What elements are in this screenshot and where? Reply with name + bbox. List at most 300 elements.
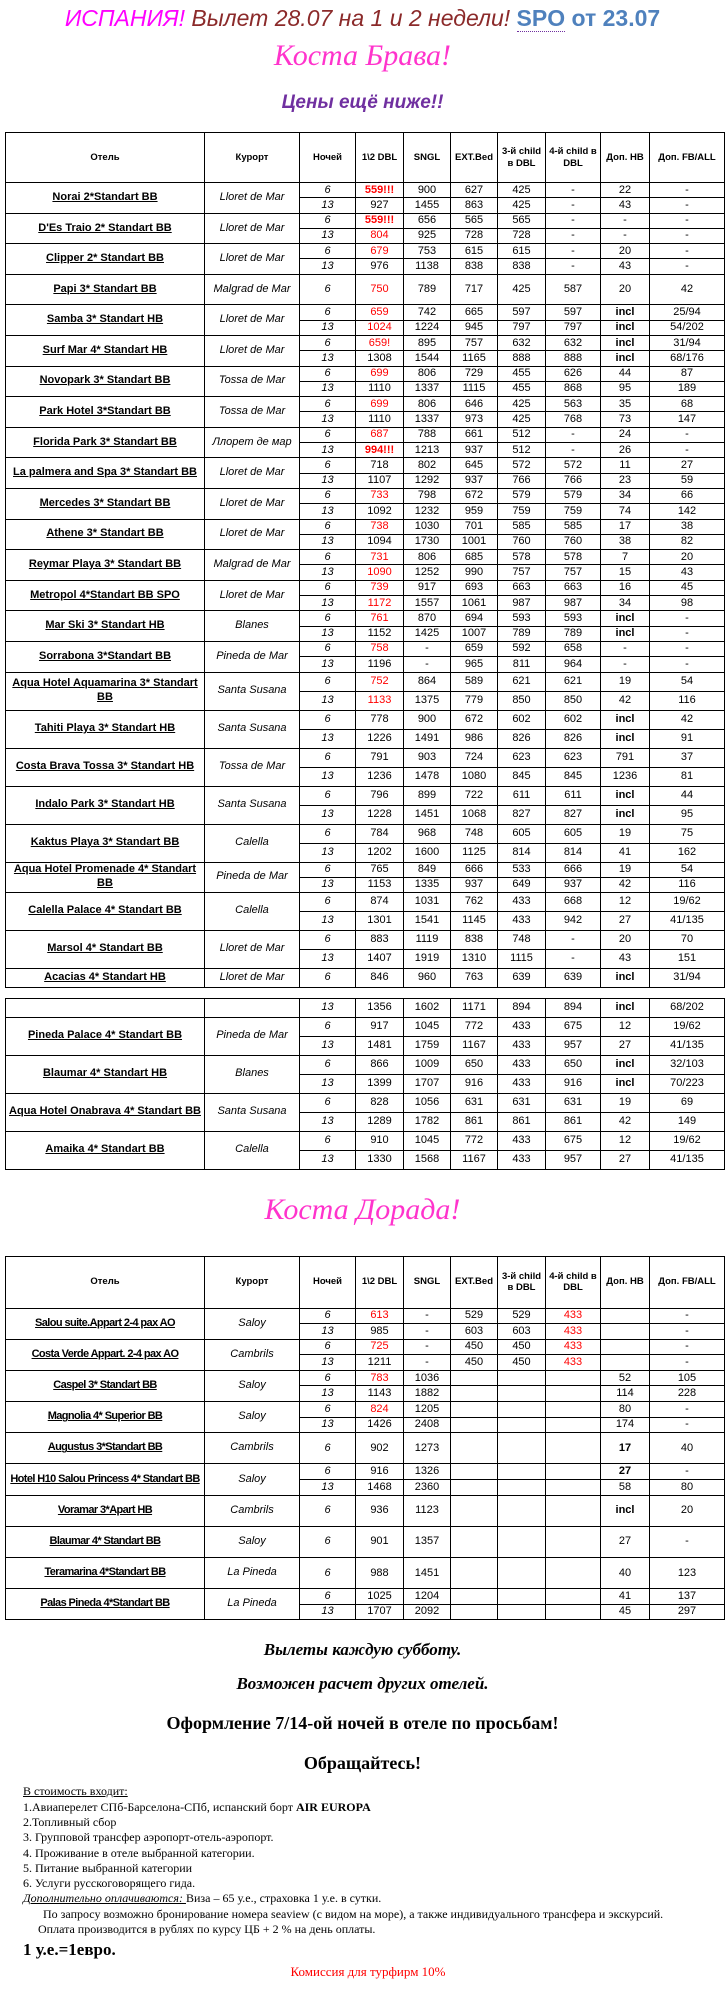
price-add-fb-all: 66 xyxy=(650,488,725,503)
nights: 13 xyxy=(300,911,356,930)
nights: 6 xyxy=(300,1433,356,1464)
price-dbl-half: 783 xyxy=(356,1370,404,1386)
price-sngl: 1056 xyxy=(404,1093,451,1112)
price-dbl-half: 828 xyxy=(356,1093,404,1112)
price-ext-bed xyxy=(451,1402,498,1418)
resort-name: Tossa de Mar xyxy=(205,397,300,428)
price-add-fb-all: 68 xyxy=(650,397,725,412)
price-sngl: 806 xyxy=(404,550,451,565)
price-sngl: 1491 xyxy=(404,729,451,748)
hotel-name: Mercedes 3* Standart BB xyxy=(6,488,205,519)
contact-note: Обращайтесь! xyxy=(303,1753,422,1774)
price-ext-bed xyxy=(451,1386,498,1402)
price-add-hb: 74 xyxy=(601,504,650,519)
nights: 13 xyxy=(300,198,356,213)
price-child3: 433 xyxy=(498,1055,546,1074)
price-add-fb-all: 297 xyxy=(650,1604,725,1620)
column-header: Отель xyxy=(6,133,205,183)
price-dbl-half: 738 xyxy=(356,519,404,534)
resort-name: Malgrad de Mar xyxy=(205,274,300,305)
price-ext-bed xyxy=(451,1589,498,1605)
hotel-name: Novopark 3* Standart BB xyxy=(6,366,205,397)
price-add-fb-all: 147 xyxy=(650,412,725,427)
price-ext-bed: 693 xyxy=(451,580,498,595)
nights: 6 xyxy=(300,892,356,911)
price-ext-bed xyxy=(451,1526,498,1557)
price-child4: 675 xyxy=(546,1017,601,1036)
nights: 6 xyxy=(300,550,356,565)
price-add-fb-all: - xyxy=(650,1526,725,1557)
price-dbl-half: 758 xyxy=(356,641,404,656)
price-dbl-half: 1356 xyxy=(356,998,404,1017)
price-child3: 603 xyxy=(498,1324,546,1340)
price-sngl: 802 xyxy=(404,458,451,473)
price-child4: 605 xyxy=(546,824,601,843)
hotel-name: Blaumar 4* Standart HB xyxy=(6,1055,205,1093)
price-child3: 748 xyxy=(498,930,546,949)
price-child3: 572 xyxy=(498,458,546,473)
table-row xyxy=(6,672,725,691)
price-child4: 675 xyxy=(546,1131,601,1150)
price-child3: 766 xyxy=(498,473,546,488)
price-add-hb: - xyxy=(601,641,650,656)
resort-name: Saloy xyxy=(205,1402,300,1433)
price-child4: 888 xyxy=(546,351,601,366)
price-sngl: 1292 xyxy=(404,473,451,488)
price-add-hb: 15 xyxy=(601,565,650,580)
price-ext-bed: 1068 xyxy=(451,805,498,824)
price-add-hb: 20 xyxy=(601,244,650,259)
hotel-name: Costa Brava Tossa 3* Standart HB xyxy=(6,748,205,786)
hotel-name: Indalo Park 3* Standart HB xyxy=(6,786,205,824)
price-child3: 894 xyxy=(498,998,546,1017)
nights: 13 xyxy=(300,1324,356,1340)
price-add-hb: 27 xyxy=(601,1464,650,1480)
resort-name: Malgrad de Mar xyxy=(205,550,300,581)
price-dbl-half: 1211 xyxy=(356,1355,404,1371)
price-dbl-half: 1226 xyxy=(356,729,404,748)
hotel-name: Pineda Palace 4* Standart BB xyxy=(6,1017,205,1055)
includes-title: В стоимость входит: xyxy=(23,1784,128,1799)
price-add-hb: 7 xyxy=(601,550,650,565)
price-ext-bed: 1007 xyxy=(451,626,498,641)
price-sngl: 1232 xyxy=(404,504,451,519)
price-dbl-half: 916 xyxy=(356,1464,404,1480)
price-child4 xyxy=(546,1558,601,1589)
price-sngl: 1478 xyxy=(404,767,451,786)
price-child3: 597 xyxy=(498,305,546,320)
price-child3: 611 xyxy=(498,786,546,805)
price-ext-bed: 645 xyxy=(451,458,498,473)
price-sngl: 870 xyxy=(404,611,451,626)
price-dbl-half: 1133 xyxy=(356,691,404,710)
nights: 6 xyxy=(300,748,356,767)
nights: 13 xyxy=(300,1036,356,1055)
price-sngl: 1045 xyxy=(404,1131,451,1150)
price-child3: 826 xyxy=(498,729,546,748)
price-sngl: 895 xyxy=(404,335,451,350)
price-sngl: 849 xyxy=(404,862,451,877)
price-add-fb-all: 42 xyxy=(650,710,725,729)
price-add-fb-all: 54/202 xyxy=(650,320,725,335)
nights: 13 xyxy=(300,729,356,748)
column-header: Курорт xyxy=(205,133,300,183)
price-child4: 578 xyxy=(546,550,601,565)
price-sngl: 789 xyxy=(404,274,451,305)
price-child4: 666 xyxy=(546,862,601,877)
price-child4: 587 xyxy=(546,274,601,305)
table-row xyxy=(6,1495,725,1526)
price-ext-bed: 1171 xyxy=(451,998,498,1017)
nights: 13 xyxy=(300,626,356,641)
resort-name: Pineda de Mar xyxy=(205,1017,300,1055)
price-child3 xyxy=(498,1417,546,1433)
price-dbl-half: 731 xyxy=(356,550,404,565)
price-add-fb-all: 59 xyxy=(650,473,725,488)
table-row xyxy=(6,1526,725,1557)
hotel-name: Florida Park 3* Standart BB xyxy=(6,427,205,458)
price-ext-bed xyxy=(451,1370,498,1386)
price-ext-bed: 937 xyxy=(451,443,498,458)
price-add-fb-all: 27 xyxy=(650,458,725,473)
price-dbl-half: 883 xyxy=(356,930,404,949)
price-dbl-half: 1025 xyxy=(356,1589,404,1605)
price-child4: 663 xyxy=(546,580,601,595)
price-child4: - xyxy=(546,443,601,458)
price-child4: 668 xyxy=(546,892,601,911)
price-dbl-half: 1407 xyxy=(356,949,404,968)
price-add-hb: 27 xyxy=(601,1036,650,1055)
price-add-fb-all: 37 xyxy=(650,748,725,767)
price-dbl-half: 679 xyxy=(356,244,404,259)
hotel-name: Caspel 3* Standart BB xyxy=(6,1370,205,1401)
nights: 6 xyxy=(300,968,356,987)
price-add-hb: 12 xyxy=(601,1017,650,1036)
price-dbl-half: 778 xyxy=(356,710,404,729)
price-add-fb-all: 68/176 xyxy=(650,351,725,366)
hotel-name: Augustus 3*Standart BB xyxy=(6,1433,205,1464)
nights: 13 xyxy=(300,657,356,672)
hotel-name: Teramarina 4*Standart BB xyxy=(6,1558,205,1589)
price-sngl: 742 xyxy=(404,305,451,320)
price-add-fb-all: 116 xyxy=(650,691,725,710)
price-dbl-half: 699 xyxy=(356,397,404,412)
price-add-fb-all: 19/62 xyxy=(650,1131,725,1150)
table-row xyxy=(6,1339,725,1355)
price-child3: 631 xyxy=(498,1093,546,1112)
nights: 6 xyxy=(300,1558,356,1589)
price-child3: 845 xyxy=(498,767,546,786)
price-child4: 850 xyxy=(546,691,601,710)
price-add-fb-all: 70/223 xyxy=(650,1074,725,1093)
price-add-hb: 19 xyxy=(601,1093,650,1112)
price-child3: 602 xyxy=(498,710,546,729)
price-child3 xyxy=(498,1526,546,1557)
nights: 6 xyxy=(300,1464,356,1480)
resort-name: Santa Susana xyxy=(205,710,300,748)
nights: 6 xyxy=(300,335,356,350)
price-child4: 827 xyxy=(546,805,601,824)
nights: 6 xyxy=(300,244,356,259)
price-add-hb: 34 xyxy=(601,488,650,503)
price-add-fb-all: - xyxy=(650,657,725,672)
price-child4: - xyxy=(546,228,601,243)
price-child3: 433 xyxy=(498,892,546,911)
price-add-hb xyxy=(601,1308,650,1324)
price-child3: 433 xyxy=(498,1036,546,1055)
price-child4: 987 xyxy=(546,596,601,611)
price-dbl-half: 613 xyxy=(356,1308,404,1324)
price-ext-bed: 772 xyxy=(451,1017,498,1036)
price-add-fb-all: 32/103 xyxy=(650,1055,725,1074)
column-header: Доп. HB xyxy=(601,133,650,183)
nights: 6 xyxy=(300,1055,356,1074)
hotel-name: Acacias 4* Standart HB xyxy=(6,968,205,987)
price-child4 xyxy=(546,1495,601,1526)
spo-date: от 23.07 xyxy=(565,5,661,31)
price-child4: - xyxy=(546,213,601,228)
hotel-name: Metropol 4*Standart BB SPO xyxy=(6,580,205,611)
exchange-rate: 1 у.е.=1евро. xyxy=(23,1940,116,1960)
extra-label: Дополнительно оплачиваются: xyxy=(23,1891,186,1906)
price-child4: 658 xyxy=(546,641,601,656)
hotel-name: Reymar Playa 3* Standart BB xyxy=(6,550,205,581)
price-child3 xyxy=(498,1464,546,1480)
price-add-hb: incl xyxy=(601,305,650,320)
nights: 6 xyxy=(300,1017,356,1036)
price-add-fb-all: 82 xyxy=(650,534,725,549)
price-add-fb-all: 137 xyxy=(650,1589,725,1605)
table-row xyxy=(6,366,725,381)
price-child3: 861 xyxy=(498,1112,546,1131)
table-row xyxy=(6,1093,725,1112)
hotel-name: Aqua Hotel Promenade 4* Standart BB xyxy=(6,862,205,892)
price-add-fb-all: 43 xyxy=(650,565,725,580)
price-child3: 450 xyxy=(498,1339,546,1355)
hotel-name: Voramar 3*Apart HB xyxy=(6,1495,205,1526)
price-add-hb: incl xyxy=(601,710,650,729)
nights: 13 xyxy=(300,843,356,862)
price-ext-bed: 661 xyxy=(451,427,498,442)
price-ext-bed xyxy=(451,1464,498,1480)
price-dbl-half: 559!!! xyxy=(356,183,404,198)
price-sngl: 753 xyxy=(404,244,451,259)
price-dbl-half: 1236 xyxy=(356,767,404,786)
price-sngl: 1204 xyxy=(404,1589,451,1605)
price-ext-bed: 861 xyxy=(451,1112,498,1131)
nights: 13 xyxy=(300,691,356,710)
price-child3: 425 xyxy=(498,183,546,198)
nights: 6 xyxy=(300,641,356,656)
nights: 6 xyxy=(300,305,356,320)
price-child4: 433 xyxy=(546,1308,601,1324)
price-add-fb-all: - xyxy=(650,1324,725,1340)
price-child3 xyxy=(498,1386,546,1402)
price-add-hb: incl xyxy=(601,626,650,641)
nights: 6 xyxy=(300,930,356,949)
price-child3: 760 xyxy=(498,534,546,549)
price-child3: 592 xyxy=(498,641,546,656)
price-add-hb: - xyxy=(601,657,650,672)
resort-name: Saloy xyxy=(205,1370,300,1401)
table-row xyxy=(6,244,725,259)
price-sngl: 1337 xyxy=(404,381,451,396)
nights: 6 xyxy=(300,580,356,595)
price-add-hb: 19 xyxy=(601,862,650,877)
departure-text: Вылет 28.07 на 1 и 2 недели! xyxy=(185,5,517,31)
price-sngl: 1600 xyxy=(404,843,451,862)
price-add-hb: incl xyxy=(601,1074,650,1093)
table-row xyxy=(6,274,725,305)
resort-name: Santa Susana xyxy=(205,1093,300,1131)
hotel-name: Amaika 4* Standart BB xyxy=(6,1131,205,1169)
price-child3: 814 xyxy=(498,843,546,862)
extra-costs xyxy=(23,1891,713,1906)
price-child4: 639 xyxy=(546,968,601,987)
price-child4: 826 xyxy=(546,729,601,748)
price-ext-bed: 565 xyxy=(451,213,498,228)
price-sngl: - xyxy=(404,1339,451,1355)
table-row xyxy=(6,1589,725,1605)
price-add-fb-all: 80 xyxy=(650,1480,725,1496)
price-add-hb: incl xyxy=(601,998,650,1017)
price-child3: 529 xyxy=(498,1308,546,1324)
price-child4: 768 xyxy=(546,412,601,427)
nights: 6 xyxy=(300,397,356,412)
resort-name: Lloret de Mar xyxy=(205,335,300,366)
price-dbl-half: 1110 xyxy=(356,412,404,427)
price-add-fb-all: 228 xyxy=(650,1386,725,1402)
price-sngl: 1119 xyxy=(404,930,451,949)
price-dbl-half: 1301 xyxy=(356,911,404,930)
price-ext-bed: 1125 xyxy=(451,843,498,862)
price-sngl: 2408 xyxy=(404,1417,451,1433)
seaview-note: По запросу возможно бронирование номера seaview (с видом на море), а также индивидуального трансфера и экскурсий. xyxy=(43,1906,664,1921)
price-add-hb: - xyxy=(601,213,650,228)
price-add-fb-all: 44 xyxy=(650,786,725,805)
price-add-fb-all: 41/135 xyxy=(650,1150,725,1169)
nights: 13 xyxy=(300,412,356,427)
price-add-fb-all: 95 xyxy=(650,805,725,824)
price-dbl-half: 976 xyxy=(356,259,404,274)
price-child3: 433 xyxy=(498,1150,546,1169)
resort-name: Santa Susana xyxy=(205,786,300,824)
nights: 6 xyxy=(300,488,356,503)
price-child4 xyxy=(546,1464,601,1480)
price-add-fb-all: 54 xyxy=(650,862,725,877)
price-add-hb: 34 xyxy=(601,596,650,611)
price-child4: 433 xyxy=(546,1339,601,1355)
price-add-fb-all: 40 xyxy=(650,1433,725,1464)
price-add-hb: 44 xyxy=(601,366,650,381)
price-child3: 827 xyxy=(498,805,546,824)
price-child4 xyxy=(546,1402,601,1418)
price-dbl-half: 784 xyxy=(356,824,404,843)
column-header: SNGL xyxy=(404,1256,451,1308)
price-add-hb xyxy=(601,1324,650,1340)
price-add-fb-all: - xyxy=(650,1339,725,1355)
price-child3: 623 xyxy=(498,748,546,767)
nights: 6 xyxy=(300,1131,356,1150)
price-dbl-half: 1399 xyxy=(356,1074,404,1093)
price-add-hb: 41 xyxy=(601,1589,650,1605)
hotel-name: D'Es Traio 2* Standart BB xyxy=(6,213,205,244)
price-child3: 632 xyxy=(498,335,546,350)
resort-name: Ллорет де мар xyxy=(205,427,300,458)
resort-name: Blanes xyxy=(205,1055,300,1093)
price-add-hb: incl xyxy=(601,729,650,748)
price-child4: 894 xyxy=(546,998,601,1017)
nights: 13 xyxy=(300,351,356,366)
table-row xyxy=(6,862,725,877)
nights: 6 xyxy=(300,519,356,534)
price-child3: 615 xyxy=(498,244,546,259)
price-child4 xyxy=(546,1589,601,1605)
price-sngl: 1568 xyxy=(404,1150,451,1169)
region-title-costa-dorada: Коста Дорада! xyxy=(264,1192,461,1226)
price-dbl-half: 750 xyxy=(356,274,404,305)
price-sngl: 798 xyxy=(404,488,451,503)
price-child3 xyxy=(498,1433,546,1464)
nights: 6 xyxy=(300,611,356,626)
price-dbl-half: 1092 xyxy=(356,504,404,519)
departures-note: Вылеты каждую субботу. xyxy=(263,1640,462,1660)
price-add-hb: 19 xyxy=(601,672,650,691)
price-child4: 964 xyxy=(546,657,601,672)
price-add-fb-all: - xyxy=(650,1402,725,1418)
price-child3 xyxy=(498,1558,546,1589)
price-child4 xyxy=(546,1386,601,1402)
price-add-fb-all: - xyxy=(650,641,725,656)
price-ext-bed: 1080 xyxy=(451,767,498,786)
price-sngl: 788 xyxy=(404,427,451,442)
resort-name: Pineda de Mar xyxy=(205,862,300,892)
table-row xyxy=(6,488,725,503)
hotel-name: Papi 3* Standart BB xyxy=(6,274,205,305)
price-sngl: 1252 xyxy=(404,565,451,580)
price-child3: 512 xyxy=(498,427,546,442)
nights: 13 xyxy=(300,805,356,824)
price-ext-bed: 672 xyxy=(451,488,498,503)
price-ext-bed: 717 xyxy=(451,274,498,305)
table-row xyxy=(6,305,725,320)
price-sngl: 1273 xyxy=(404,1433,451,1464)
price-ext-bed: 701 xyxy=(451,519,498,534)
nights: 6 xyxy=(300,1402,356,1418)
nights: 6 xyxy=(300,1339,356,1355)
price-ext-bed: 990 xyxy=(451,565,498,580)
price-sngl: 1337 xyxy=(404,412,451,427)
price-sngl: 1451 xyxy=(404,1558,451,1589)
price-ext-bed xyxy=(451,1433,498,1464)
price-add-hb: 52 xyxy=(601,1370,650,1386)
price-ext-bed: 838 xyxy=(451,930,498,949)
resort-name: Lloret de Mar xyxy=(205,519,300,550)
price-add-fb-all: - xyxy=(650,1308,725,1324)
price-dbl-half: 917 xyxy=(356,1017,404,1036)
price-add-fb-all: - xyxy=(650,213,725,228)
price-child4: 621 xyxy=(546,672,601,691)
airline-name: AIR EUROPA xyxy=(295,1799,371,1814)
price-dbl-half: 1481 xyxy=(356,1036,404,1055)
column-header: EXT.Bed xyxy=(451,133,498,183)
costa-dorada-price-table xyxy=(5,1256,725,1621)
resort-name: Tossa de Mar xyxy=(205,748,300,786)
price-add-hb: 95 xyxy=(601,381,650,396)
price-child4: - xyxy=(546,949,601,968)
price-child4 xyxy=(546,1526,601,1557)
resort-name: Saloy xyxy=(205,1526,300,1557)
